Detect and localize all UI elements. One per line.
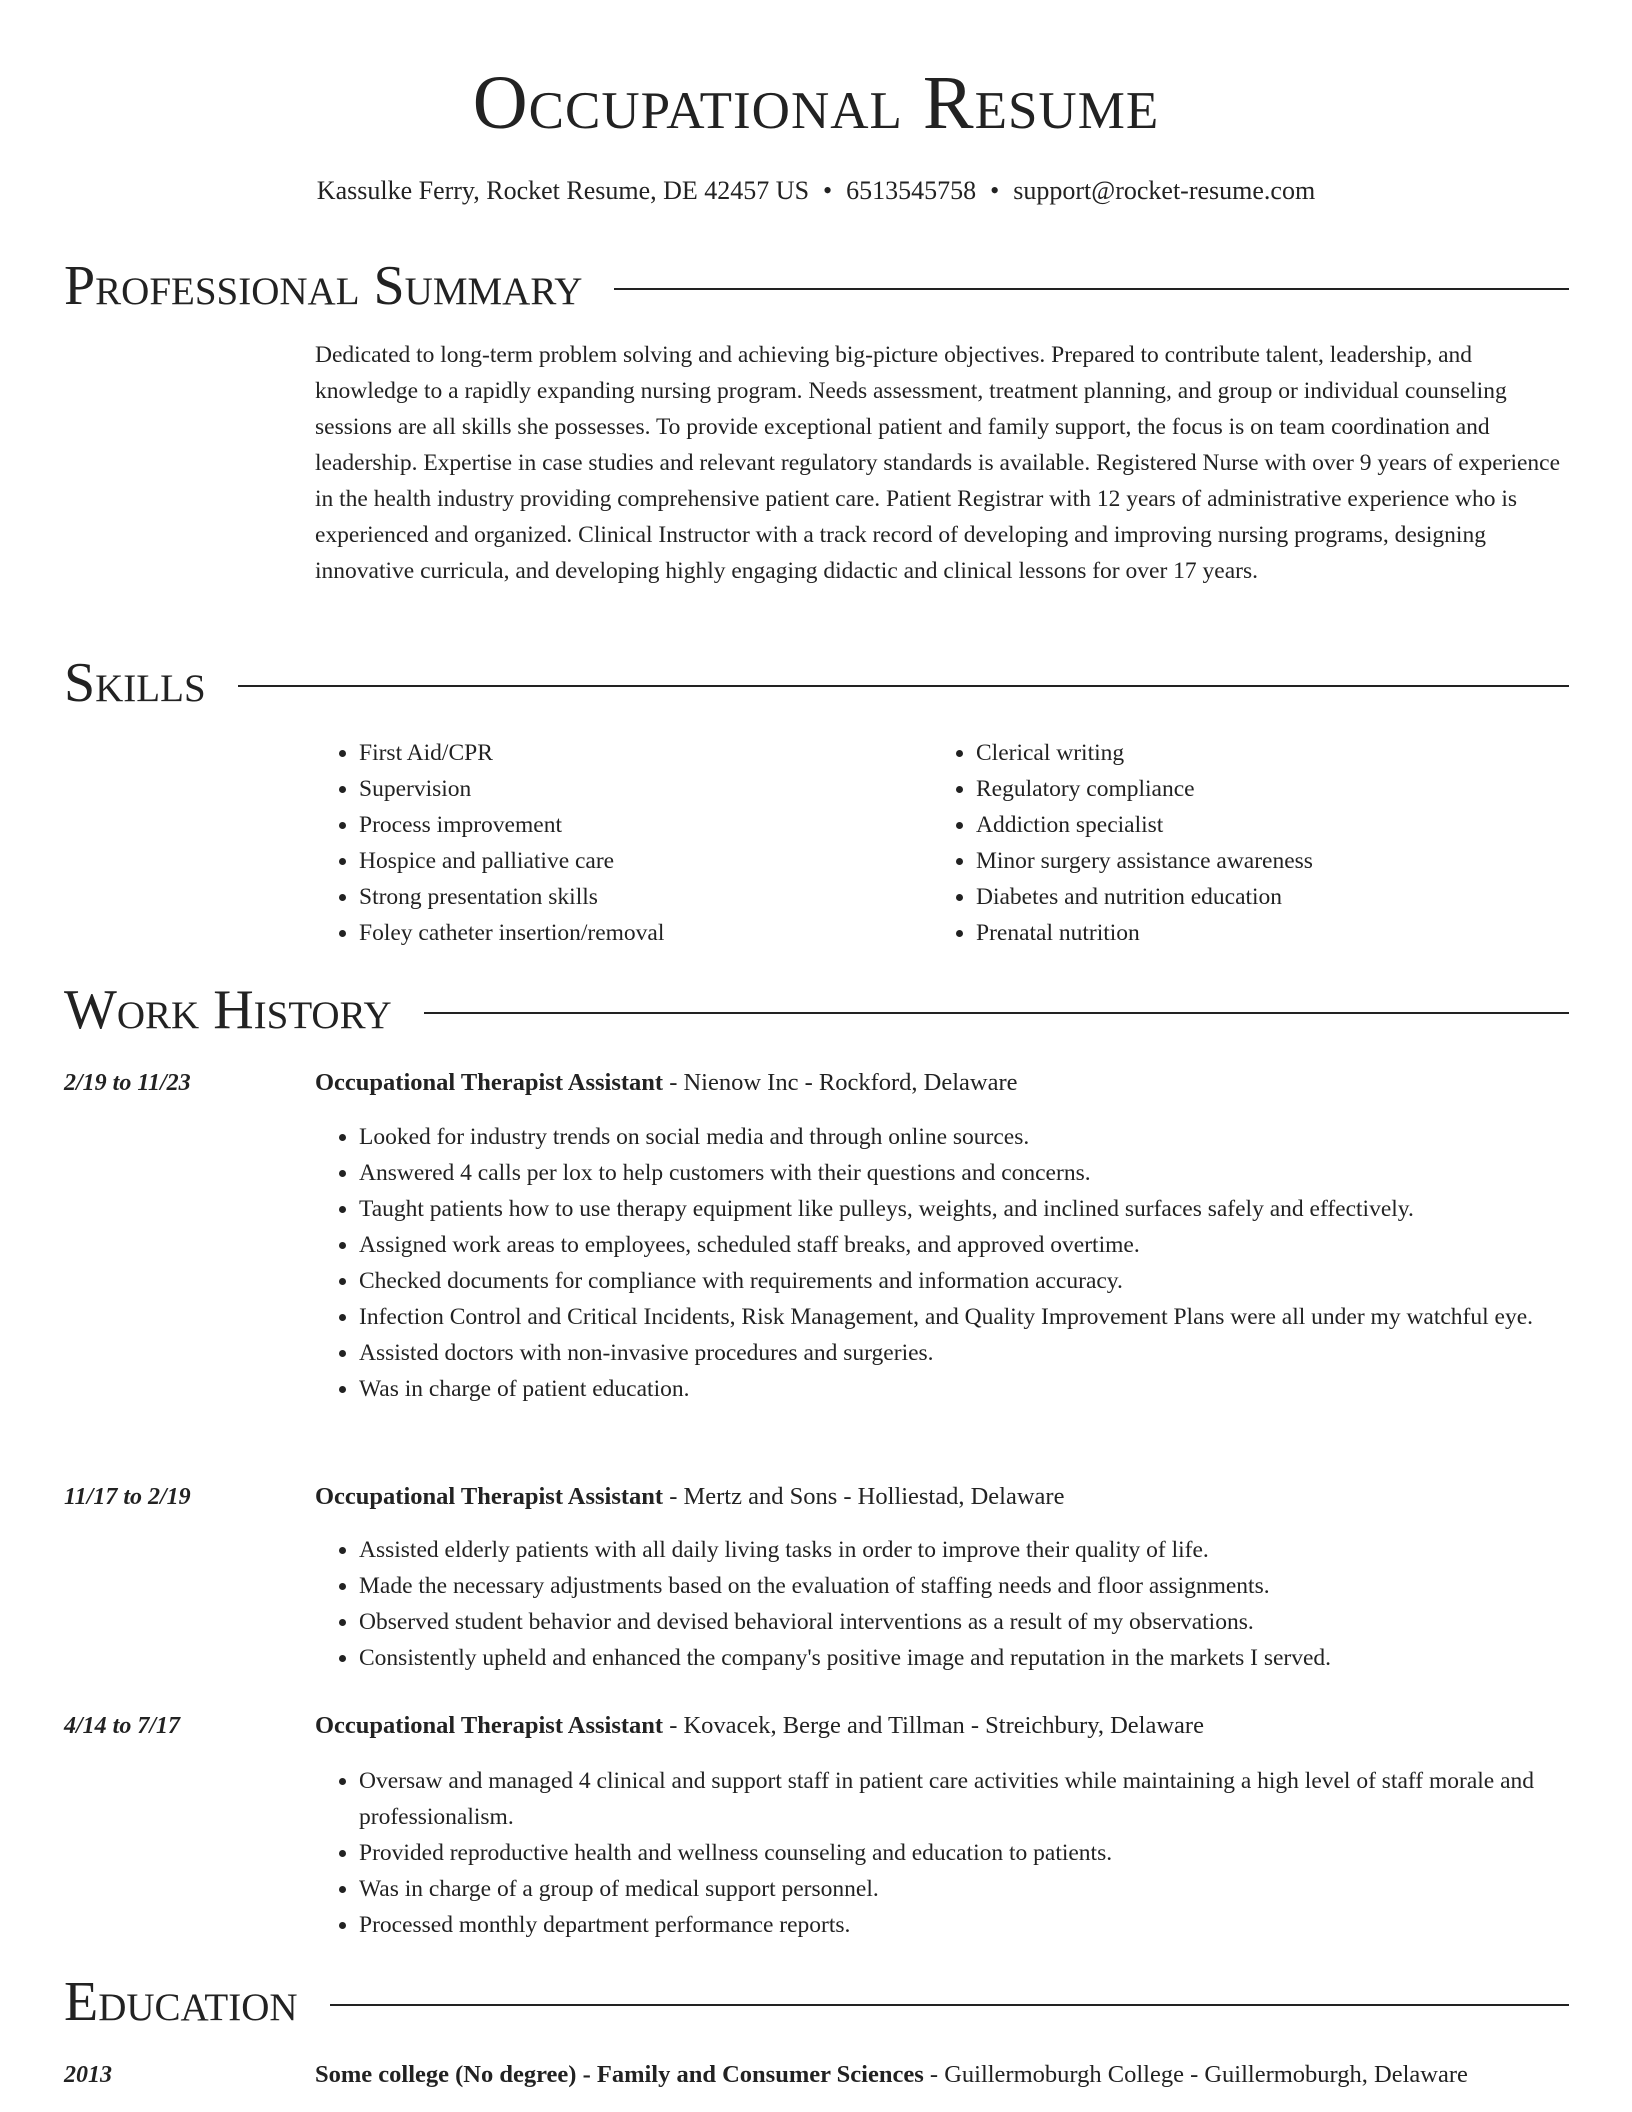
skills-column-right — [932, 735, 1552, 951]
job-duty-item: • Checked documents for compliance with requirements and information accuracy. — [359, 1263, 1570, 1299]
summary-section-title: Professional Summary — [64, 255, 583, 317]
skills-section-title: Skills — [64, 652, 206, 714]
job-duty-item: • Assisted elderly patients with all daily living tasks in order to improve their quality of life. — [359, 1532, 1570, 1568]
skill-item: • Diabetes and nutrition education — [976, 879, 1552, 915]
education-heading — [315, 2057, 1495, 2093]
job-duty-item: • Made the necessary adjustments based on the evaluation of staffing needs and floor assignments. — [359, 1568, 1570, 1604]
skill-item: • Regulatory compliance — [976, 771, 1552, 807]
skill-item: • Clerical writing — [976, 735, 1552, 771]
skill-item: • Foley catheter insertion/removal — [359, 915, 915, 951]
job-employer: - Nienow Inc - Rockford, Delaware — [663, 1069, 1018, 1096]
education-degree: Some college (No degree) - Family and Consumer Sciences — [315, 2061, 924, 2088]
job-title: Occupational Therapist Assistant — [315, 1712, 664, 1739]
job-duty-item: • Observed student behavior and devised behavioral interventions as a result of my observations. — [359, 1604, 1570, 1640]
contact-phone: 6513545758 — [846, 176, 977, 205]
job-duties-list — [315, 1763, 1570, 1943]
section-divider — [238, 685, 1569, 687]
job-duty-item: • Assigned work areas to employees, scheduled staff breaks, and approved overtime. — [359, 1227, 1570, 1263]
job-duty-item: • Looked for industry trends on social media and through online sources. — [359, 1119, 1570, 1155]
resume-name: Occupational Resume — [472, 61, 1160, 145]
section-divider — [424, 1012, 1569, 1014]
section-divider — [330, 2004, 1569, 2006]
skill-item: • Hospice and palliative care — [359, 843, 915, 879]
summary-text: Dedicated to long-term problem solving and achieving big-picture objectives. Prepared to contribute talent, leadership, and knowledge to a rapidly expanding nursing program. Needs assessment, treatment planning, and group or individual counseling sessions are all skills she possesses. To provide exceptional patient and family support, the focus is on team coordination and leadership. Expertise in case studies and relevant regulatory standards is available. Registered Nurse with over 9 years of experience in the health industry providing comprehensive patient care. Patient Registrar with 12 years of administrative experience who is experienced and organized. Clinical Instructor with a track record of developing and improving nursing programs, designing innovative curricula, and developing highly engaging didactic and clinical lessons for over 17 years. — [315, 342, 1561, 584]
skills-list-right — [932, 735, 1552, 951]
skills-column-left — [315, 735, 915, 951]
job-duty-item: • Provided reproductive health and wellness counseling and education to patients. — [359, 1835, 1570, 1871]
job-duty-item: • Assisted doctors with non-invasive procedures and surgeries. — [359, 1335, 1570, 1371]
education-year: 2013 — [64, 2062, 112, 2088]
skill-item: • Process improvement — [359, 807, 915, 843]
job-duties-list — [315, 1532, 1570, 1676]
job-heading — [315, 1708, 1570, 1744]
skill-item: • Prenatal nutrition — [976, 915, 1552, 951]
contact-address: Kassulke Ferry, Rocket Resume, DE 42457 US — [316, 176, 810, 205]
job-dates: 4/14 to 7/17 — [64, 1713, 181, 1739]
job-duties — [315, 1763, 1570, 1943]
job-heading — [315, 1065, 1570, 1101]
job-duties — [315, 1532, 1570, 1676]
skill-item: • Addiction specialist — [976, 807, 1552, 843]
job-duty-item: • Infection Control and Critical Incidents, Risk Management, and Quality Improvement Plans were all under my watchful eye. — [359, 1299, 1570, 1335]
skill-item: • Minor surgery assistance awareness — [976, 843, 1552, 879]
contact-line — [0, 174, 1632, 208]
job-duty-item: • Answered 4 calls per lox to help customers with their questions and concerns. — [359, 1155, 1570, 1191]
work-section-header — [64, 978, 1569, 1042]
job-heading — [315, 1479, 1570, 1515]
job-employer: - Mertz and Sons - Holliestad, Delaware — [663, 1483, 1065, 1510]
education-section-title: Education — [64, 1971, 298, 2033]
job-dates: 2/19 to 11/23 — [64, 1070, 191, 1096]
skill-item: • Supervision — [359, 771, 915, 807]
job-title: Occupational Therapist Assistant — [315, 1069, 664, 1096]
section-divider — [614, 288, 1569, 290]
job-duty-item: • Was in charge of patient education. — [359, 1371, 1570, 1407]
job-employer: - Kovacek, Berge and Tillman - Streichbury, Delaware — [663, 1712, 1204, 1739]
job-duties-list — [315, 1119, 1570, 1407]
skills-section-header — [64, 651, 1569, 715]
job-duty-item: • Taught patients how to use therapy equipment like pulleys, weights, and inclined surfaces safely and effectively. — [359, 1191, 1570, 1227]
contact-email: support@rocket-resume.com — [1013, 176, 1316, 205]
summary-section-header — [64, 254, 1569, 318]
contact-separator: • — [990, 176, 1000, 205]
work-section-title: Work History — [64, 979, 392, 1041]
contact-separator: • — [823, 176, 833, 205]
skills-list-left — [315, 735, 915, 951]
education-school: - Guillermoburgh College - Guillermoburgh, Delaware — [923, 2061, 1468, 2088]
job-duty-item: • Oversaw and managed 4 clinical and support staff in patient care activities while maintaining a high level of staff morale and professionalism. — [359, 1763, 1570, 1835]
job-duty-item: • Was in charge of a group of medical support personnel. — [359, 1871, 1570, 1907]
education-section-header — [64, 1970, 1569, 2034]
job-dates: 11/17 to 2/19 — [64, 1484, 191, 1510]
job-duties — [315, 1119, 1570, 1407]
job-duty-item: • Consistently upheld and enhanced the company's positive image and reputation in the markets I served. — [359, 1640, 1570, 1676]
skill-item: • First Aid/CPR — [359, 735, 915, 771]
job-title: Occupational Therapist Assistant — [315, 1483, 664, 1510]
job-duty-item: • Processed monthly department performance reports. — [359, 1907, 1570, 1943]
skill-item: • Strong presentation skills — [359, 879, 915, 915]
